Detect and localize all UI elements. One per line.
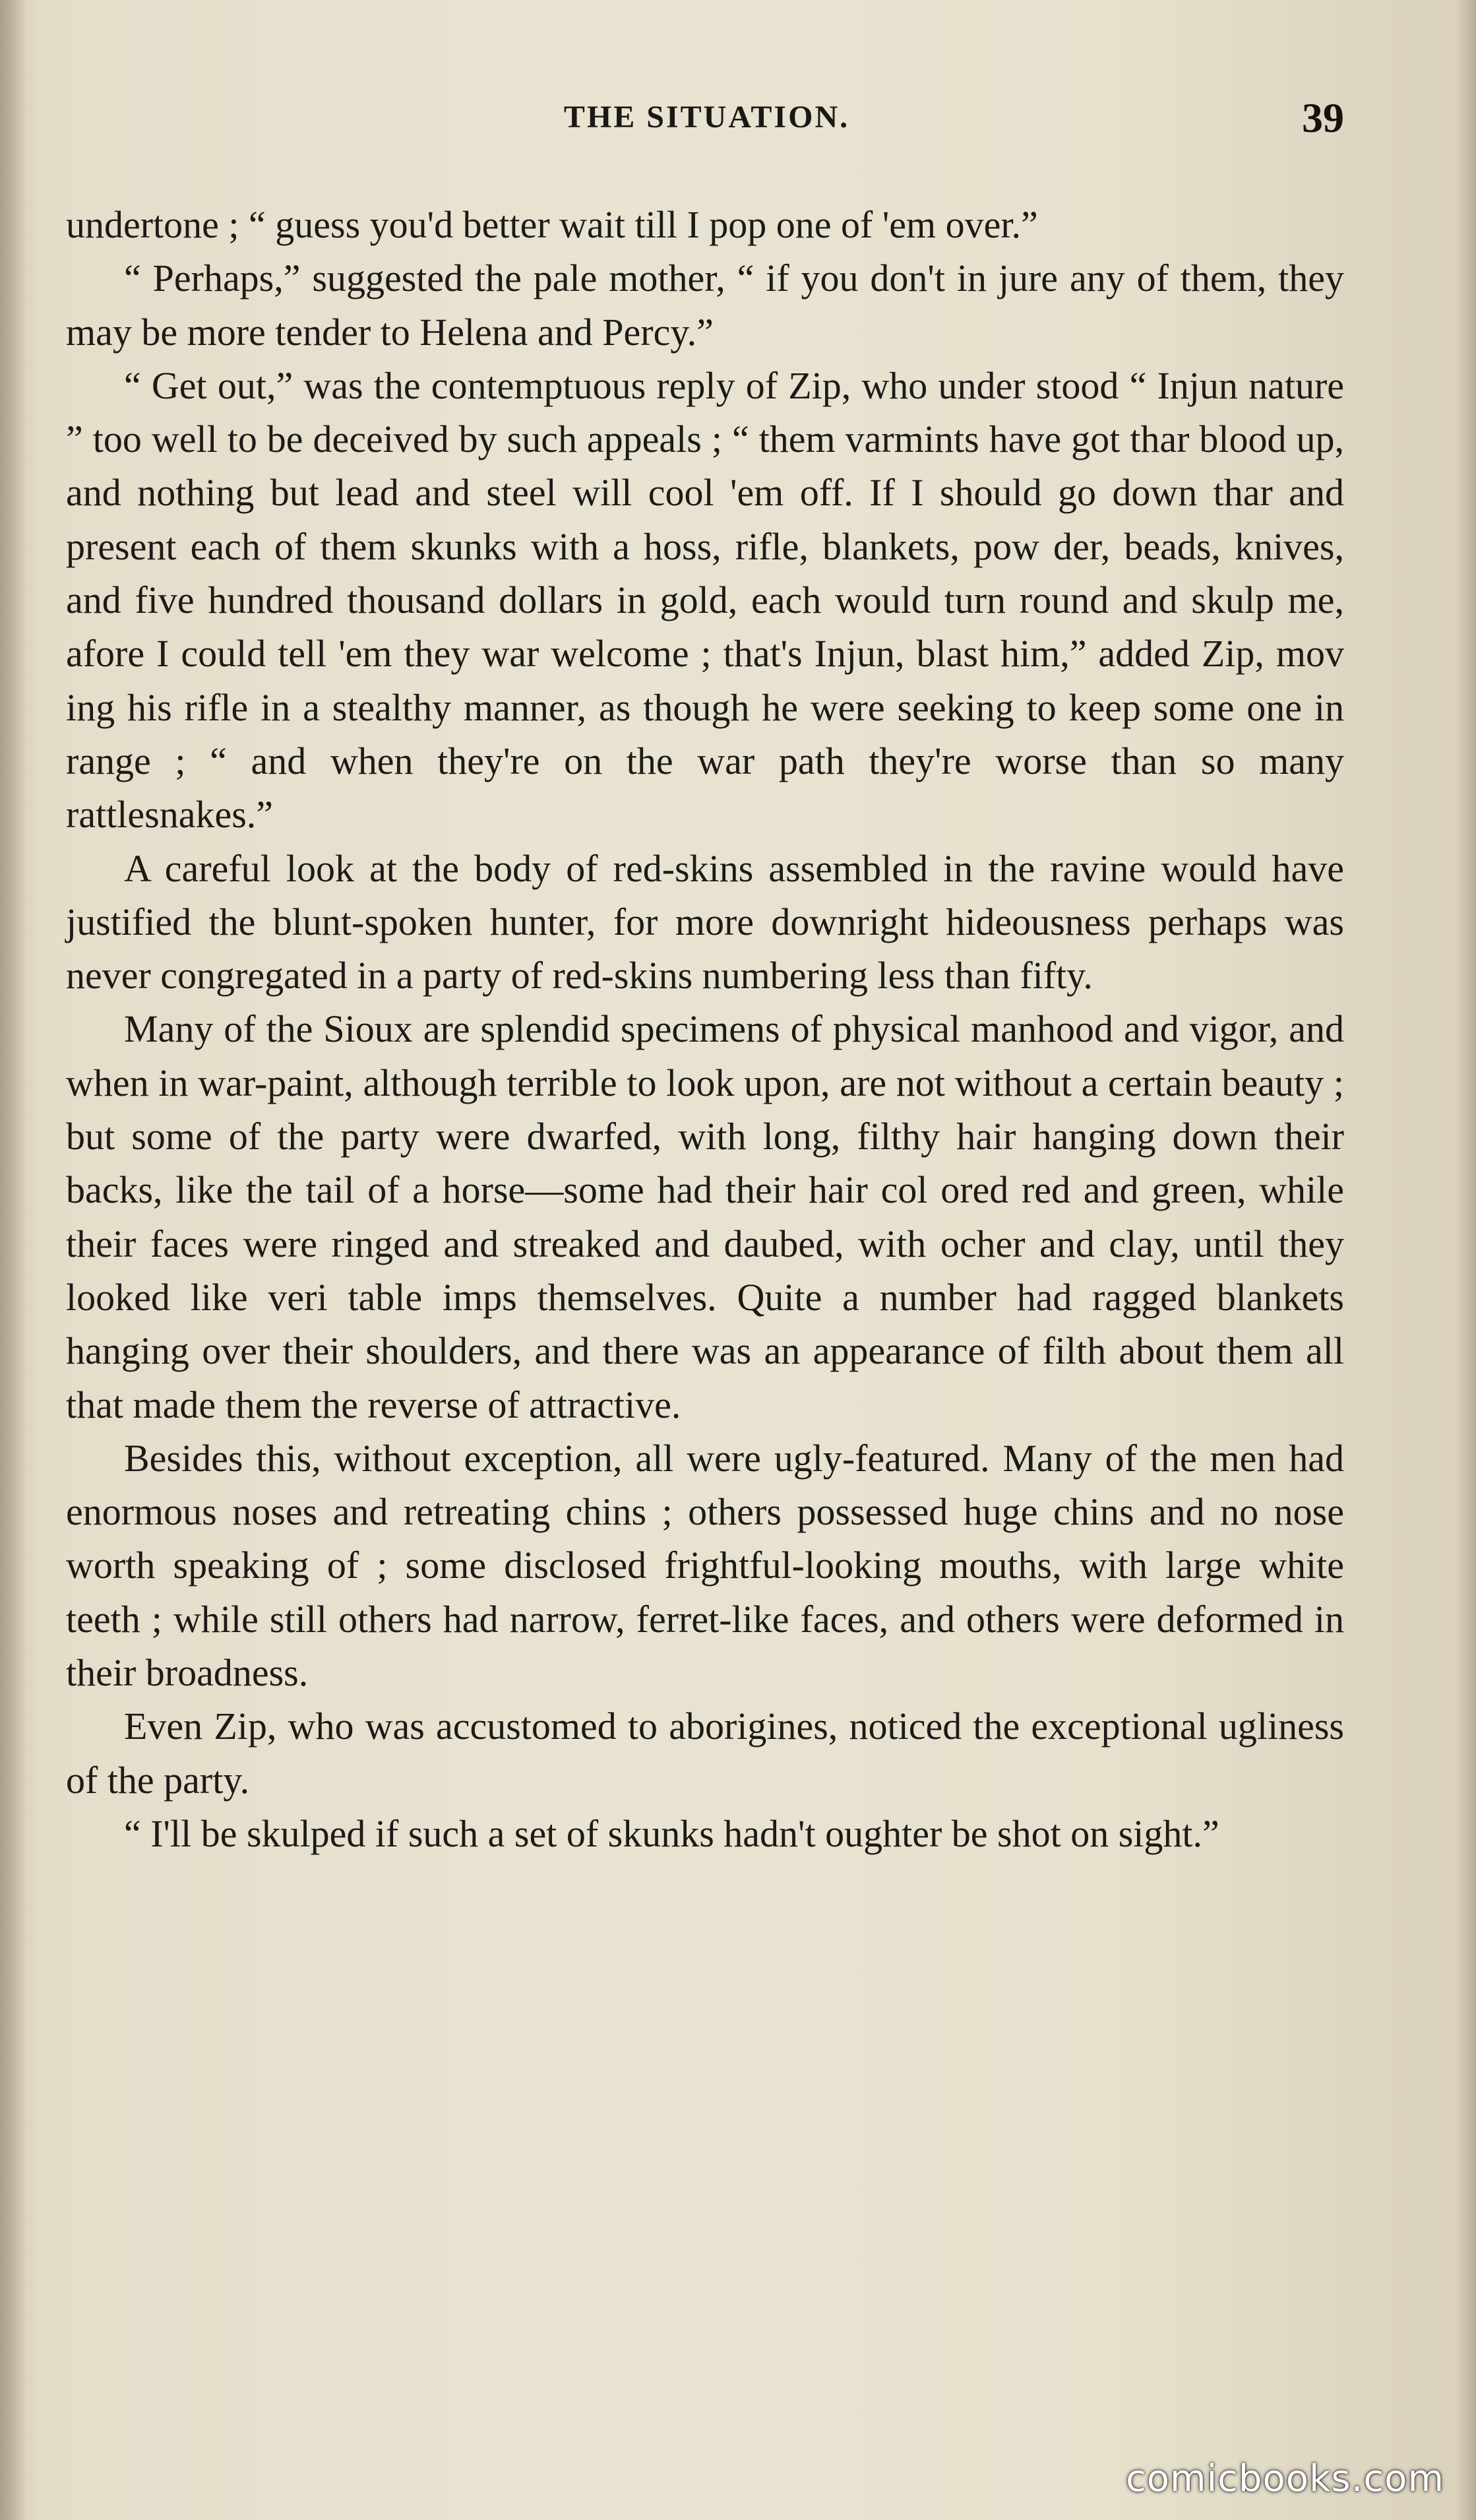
page-header (69, 94, 1344, 146)
paragraph: Many of the Sioux are splendid specimens of physical manhood and vigor, and when in war-paint, although terrible to look upon, are not without a certain beauty ; but some of the party were dwarfed, with long, filthy hair hanging down their backs, like the tail of a horse—some had their hair col ored red and green, while their faces were ringed and streaked and daubed, with ocher and clay, until they looked like veri table imps themselves. Quite a number had ragged blankets hanging over their shoulders, and there was an appearance of filth about them all that made them the reverse of attractive. (66, 1007, 1344, 1426)
paragraph: undertone ; “ guess you'd better wait till I pop one of 'em over.” (66, 203, 1038, 246)
body-text (66, 198, 1344, 1860)
running-title: THE SITUATION. (563, 100, 850, 135)
paragraph: A careful look at the body of red-skins assembled in the ravine would have justified the blunt-spoken hunter, for more downright hideousness perhaps was never congregated in a party of red-skins numbering less than fifty. (66, 846, 1344, 997)
paragraph: Even Zip, who was accustomed to aborigines, noticed the exceptional ugliness of the party. (66, 1705, 1344, 1802)
paragraph: “ I'll be skulped if such a set of skunks hadn't oughter be shot on sight.” (124, 1811, 1219, 1855)
paragraph: “ Get out,” was the contemptuous reply of Zip, who under stood “ Injun nature ” too well to be deceived by such appeals ; “ them varmints have got thar blood up, and nothing but lead and steel will cool 'em off. If I should go down thar and present each of them skunks with a hoss, rifle, blankets, pow der, beads, knives, and five hundred thousand dollars in gold, each would turn round and skulp me, afore I could tell 'em they war welcome ; that's Injun, blast him,” added Zip, mov ing his rifle in a stealthy manner, as though he were seeking to keep some one in range ; “ and when they're on the war path they're worse than so many rattlesnakes.” (66, 363, 1344, 836)
page-number: 39 (1302, 94, 1344, 141)
paragraph: Besides this, without exception, all were ugly-featured. Many of the men had enormous noses and retreating chins ; others possessed huge chins and no nose worth speaking of ; some disclosed frightful-looking mouths, with large white teeth ; while still others had narrow, ferret-like faces, and others were deformed in their broadness. (66, 1436, 1344, 1695)
site-watermark: comicbooks.com (1125, 2457, 1444, 2500)
paragraph: “ Perhaps,” suggested the pale mother, “ if you don't in jure any of them, they may be more tender to Helena and Percy.” (66, 257, 1344, 354)
